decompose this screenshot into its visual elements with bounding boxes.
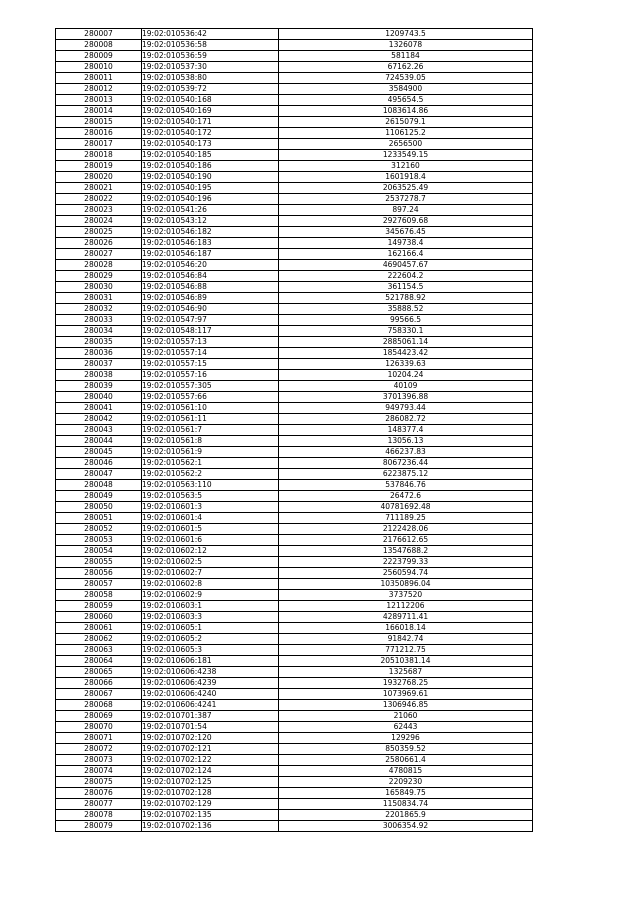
cadastral-number-cell: 19:02:010546:88 [142, 282, 279, 293]
row-number-cell: 280026 [56, 238, 142, 249]
table-row [56, 447, 533, 458]
value-cell: 495654.5 [279, 95, 533, 106]
value-cell: 521788.92 [279, 293, 533, 304]
table-row [56, 777, 533, 788]
row-number-cell: 280070 [56, 722, 142, 733]
row-number-cell: 280059 [56, 601, 142, 612]
row-number-cell: 280012 [56, 84, 142, 95]
row-number-cell: 280071 [56, 733, 142, 744]
cadastral-number-cell: 19:02:010561:11 [142, 414, 279, 425]
cadastral-number-cell: 19:02:010603:1 [142, 601, 279, 612]
table-row [56, 392, 533, 403]
cadastral-number-cell: 19:02:010543:12 [142, 216, 279, 227]
value-cell: 771212.75 [279, 645, 533, 656]
cadastral-number-cell: 19:02:010546:182 [142, 227, 279, 238]
value-cell: 6223875.12 [279, 469, 533, 480]
cadastral-number-cell: 19:02:010546:20 [142, 260, 279, 271]
value-cell: 361154.5 [279, 282, 533, 293]
cadastral-number-cell: 19:02:010539:72 [142, 84, 279, 95]
row-number-cell: 280064 [56, 656, 142, 667]
value-cell: 166018.14 [279, 623, 533, 634]
row-number-cell: 280023 [56, 205, 142, 216]
cadastral-number-cell: 19:02:010536:59 [142, 51, 279, 62]
row-number-cell: 280024 [56, 216, 142, 227]
value-cell: 1326078 [279, 40, 533, 51]
table-row [56, 810, 533, 821]
value-cell: 26472.6 [279, 491, 533, 502]
row-number-cell: 280055 [56, 557, 142, 568]
row-number-cell: 280022 [56, 194, 142, 205]
table-row [56, 689, 533, 700]
table-row [56, 425, 533, 436]
table-row [56, 469, 533, 480]
table-row [56, 227, 533, 238]
value-cell: 12112206 [279, 601, 533, 612]
table-row [56, 117, 533, 128]
cadastral-number-cell: 19:02:010548:117 [142, 326, 279, 337]
value-cell: 4780815 [279, 766, 533, 777]
cadastral-number-cell: 19:02:010561:9 [142, 447, 279, 458]
table-row [56, 590, 533, 601]
table-row [56, 821, 533, 832]
value-cell: 126339.63 [279, 359, 533, 370]
table-row [56, 205, 533, 216]
table-row [56, 161, 533, 172]
value-cell: 1150834.74 [279, 799, 533, 810]
table-row [56, 700, 533, 711]
cadastral-number-cell: 19:02:010540:168 [142, 95, 279, 106]
table-row [56, 502, 533, 513]
value-cell: 4289711.41 [279, 612, 533, 623]
value-cell: 162166.4 [279, 249, 533, 260]
value-cell: 1325687 [279, 667, 533, 678]
table-row [56, 634, 533, 645]
value-cell: 40109 [279, 381, 533, 392]
cadastral-number-cell: 19:02:010701:54 [142, 722, 279, 733]
cadastral-number-cell: 19:02:010702:121 [142, 744, 279, 755]
table-row [56, 667, 533, 678]
row-number-cell: 280020 [56, 172, 142, 183]
row-number-cell: 280013 [56, 95, 142, 106]
cadastral-number-cell: 19:02:010541:26 [142, 205, 279, 216]
cadastral-number-cell: 19:02:010702:125 [142, 777, 279, 788]
row-number-cell: 280033 [56, 315, 142, 326]
value-cell: 222604.2 [279, 271, 533, 282]
value-cell: 91842.74 [279, 634, 533, 645]
table-row [56, 722, 533, 733]
table-row [56, 348, 533, 359]
value-cell: 1854423.42 [279, 348, 533, 359]
table-row [56, 766, 533, 777]
value-cell: 2176612.65 [279, 535, 533, 546]
row-number-cell: 280057 [56, 579, 142, 590]
row-number-cell: 280047 [56, 469, 142, 480]
row-number-cell: 280048 [56, 480, 142, 491]
table-row [56, 568, 533, 579]
cadastral-number-cell: 19:02:010540:186 [142, 161, 279, 172]
value-cell: 148377.4 [279, 425, 533, 436]
data-table [55, 28, 533, 832]
cadastral-number-cell: 19:02:010540:190 [142, 172, 279, 183]
table-row [56, 656, 533, 667]
table-row [56, 238, 533, 249]
row-number-cell: 280060 [56, 612, 142, 623]
cadastral-number-cell: 19:02:010546:187 [142, 249, 279, 260]
cadastral-number-cell: 19:02:010606:181 [142, 656, 279, 667]
row-number-cell: 280041 [56, 403, 142, 414]
value-cell: 149738.4 [279, 238, 533, 249]
cadastral-number-cell: 19:02:010557:305 [142, 381, 279, 392]
row-number-cell: 280010 [56, 62, 142, 73]
value-cell: 897.24 [279, 205, 533, 216]
cadastral-number-cell: 19:02:010601:5 [142, 524, 279, 535]
value-cell: 2537278.7 [279, 194, 533, 205]
table-row [56, 260, 533, 271]
row-number-cell: 280027 [56, 249, 142, 260]
cadastral-number-cell: 19:02:010702:128 [142, 788, 279, 799]
table-row [56, 513, 533, 524]
cadastral-number-cell: 19:02:010606:4238 [142, 667, 279, 678]
row-number-cell: 280061 [56, 623, 142, 634]
value-cell: 2201865.9 [279, 810, 533, 821]
cadastral-number-cell: 19:02:010601:6 [142, 535, 279, 546]
table-row [56, 326, 533, 337]
cadastral-number-cell: 19:02:010540:172 [142, 128, 279, 139]
row-number-cell: 280062 [56, 634, 142, 645]
table-row [56, 546, 533, 557]
row-number-cell: 280065 [56, 667, 142, 678]
cadastral-number-cell: 19:02:010540:171 [142, 117, 279, 128]
value-cell: 758330.1 [279, 326, 533, 337]
table-row [56, 491, 533, 502]
cadastral-number-cell: 19:02:010546:84 [142, 271, 279, 282]
cadastral-number-cell: 19:02:010536:58 [142, 40, 279, 51]
cadastral-number-cell: 19:02:010602:7 [142, 568, 279, 579]
cadastral-number-cell: 19:02:010557:66 [142, 392, 279, 403]
cadastral-number-cell: 19:02:010536:42 [142, 29, 279, 40]
cadastral-number-cell: 19:02:010546:89 [142, 293, 279, 304]
cadastral-number-cell: 19:02:010702:129 [142, 799, 279, 810]
cadastral-number-cell: 19:02:010546:90 [142, 304, 279, 315]
value-cell: 2656500 [279, 139, 533, 150]
cadastral-number-cell: 19:02:010562:2 [142, 469, 279, 480]
table-row [56, 62, 533, 73]
row-number-cell: 280073 [56, 755, 142, 766]
value-cell: 3701396.88 [279, 392, 533, 403]
value-cell: 2580661.4 [279, 755, 533, 766]
table-row [56, 51, 533, 62]
value-cell: 2927609.68 [279, 216, 533, 227]
cadastral-number-cell: 19:02:010540:196 [142, 194, 279, 205]
cadastral-number-cell: 19:02:010702:136 [142, 821, 279, 832]
value-cell: 10350896.04 [279, 579, 533, 590]
table-row [56, 623, 533, 634]
row-number-cell: 280044 [56, 436, 142, 447]
value-cell: 1083614.86 [279, 106, 533, 117]
value-cell: 20510381.14 [279, 656, 533, 667]
value-cell: 466237.83 [279, 447, 533, 458]
table-row [56, 315, 533, 326]
cadastral-number-cell: 19:02:010557:13 [142, 337, 279, 348]
row-number-cell: 280056 [56, 568, 142, 579]
row-number-cell: 280076 [56, 788, 142, 799]
row-number-cell: 280058 [56, 590, 142, 601]
row-number-cell: 280054 [56, 546, 142, 557]
value-cell: 2063525.49 [279, 183, 533, 194]
value-cell: 1209743.5 [279, 29, 533, 40]
value-cell: 3584900 [279, 84, 533, 95]
row-number-cell: 280069 [56, 711, 142, 722]
row-number-cell: 280025 [56, 227, 142, 238]
row-number-cell: 280039 [56, 381, 142, 392]
cadastral-number-cell: 19:02:010537:30 [142, 62, 279, 73]
table-row [56, 744, 533, 755]
value-cell: 2122428.06 [279, 524, 533, 535]
table-row [56, 282, 533, 293]
value-cell: 1601918.4 [279, 172, 533, 183]
table-row [56, 403, 533, 414]
cadastral-number-cell: 19:02:010606:4241 [142, 700, 279, 711]
row-number-cell: 280032 [56, 304, 142, 315]
table-row [56, 381, 533, 392]
table-row [56, 733, 533, 744]
table-row [56, 29, 533, 40]
row-number-cell: 280051 [56, 513, 142, 524]
value-cell: 165849.75 [279, 788, 533, 799]
cadastral-number-cell: 19:02:010561:8 [142, 436, 279, 447]
cadastral-number-cell: 19:02:010540:195 [142, 183, 279, 194]
row-number-cell: 280072 [56, 744, 142, 755]
cadastral-number-cell: 19:02:010602:12 [142, 546, 279, 557]
table-row [56, 711, 533, 722]
row-number-cell: 280067 [56, 689, 142, 700]
row-number-cell: 280043 [56, 425, 142, 436]
value-cell: 1932768.25 [279, 678, 533, 689]
table-row [56, 458, 533, 469]
cadastral-number-cell: 19:02:010601:3 [142, 502, 279, 513]
table-row [56, 40, 533, 51]
row-number-cell: 280045 [56, 447, 142, 458]
cadastral-number-cell: 19:02:010701:387 [142, 711, 279, 722]
table-body [56, 29, 533, 832]
cadastral-number-cell: 19:02:010561:10 [142, 403, 279, 414]
table-row [56, 271, 533, 282]
table-row [56, 139, 533, 150]
cadastral-number-cell: 19:02:010702:120 [142, 733, 279, 744]
cadastral-number-cell: 19:02:010702:124 [142, 766, 279, 777]
row-number-cell: 280019 [56, 161, 142, 172]
value-cell: 2223799.33 [279, 557, 533, 568]
row-number-cell: 280038 [56, 370, 142, 381]
value-cell: 129296 [279, 733, 533, 744]
cadastral-number-cell: 19:02:010540:185 [142, 150, 279, 161]
value-cell: 312160 [279, 161, 533, 172]
cadastral-number-cell: 19:02:010561:7 [142, 425, 279, 436]
value-cell: 581184 [279, 51, 533, 62]
row-number-cell: 280030 [56, 282, 142, 293]
table-row [56, 73, 533, 84]
cadastral-number-cell: 19:02:010557:14 [142, 348, 279, 359]
row-number-cell: 280075 [56, 777, 142, 788]
cadastral-number-cell: 19:02:010557:16 [142, 370, 279, 381]
value-cell: 949793.44 [279, 403, 533, 414]
table-row [56, 579, 533, 590]
cadastral-number-cell: 19:02:010602:9 [142, 590, 279, 601]
table-row [56, 194, 533, 205]
value-cell: 1306946.85 [279, 700, 533, 711]
cadastral-number-cell: 19:02:010563:5 [142, 491, 279, 502]
table-row [56, 524, 533, 535]
table-row [56, 799, 533, 810]
row-number-cell: 280016 [56, 128, 142, 139]
value-cell: 2885061.14 [279, 337, 533, 348]
row-number-cell: 280049 [56, 491, 142, 502]
value-cell: 13056.13 [279, 436, 533, 447]
row-number-cell: 280050 [56, 502, 142, 513]
row-number-cell: 280078 [56, 810, 142, 821]
row-number-cell: 280074 [56, 766, 142, 777]
table-row [56, 557, 533, 568]
row-number-cell: 280068 [56, 700, 142, 711]
row-number-cell: 280007 [56, 29, 142, 40]
cadastral-number-cell: 19:02:010601:4 [142, 513, 279, 524]
table-row [56, 84, 533, 95]
cadastral-number-cell: 19:02:010602:8 [142, 579, 279, 590]
table-row [56, 216, 533, 227]
cadastral-number-cell: 19:02:010702:135 [142, 810, 279, 821]
row-number-cell: 280014 [56, 106, 142, 117]
row-number-cell: 280017 [56, 139, 142, 150]
table-row [56, 106, 533, 117]
cadastral-number-cell: 19:02:010538:80 [142, 73, 279, 84]
cadastral-number-cell: 19:02:010563:110 [142, 480, 279, 491]
cadastral-number-cell: 19:02:010602:5 [142, 557, 279, 568]
table-row [56, 95, 533, 106]
value-cell: 2615079.1 [279, 117, 533, 128]
value-cell: 2560594.74 [279, 568, 533, 579]
value-cell: 3737520 [279, 590, 533, 601]
value-cell: 67162.26 [279, 62, 533, 73]
table-row [56, 788, 533, 799]
value-cell: 99566.5 [279, 315, 533, 326]
cadastral-number-cell: 19:02:010540:169 [142, 106, 279, 117]
value-cell: 2209230 [279, 777, 533, 788]
table-row [56, 337, 533, 348]
cadastral-number-cell: 19:02:010557:15 [142, 359, 279, 370]
value-cell: 13547688.2 [279, 546, 533, 557]
cadastral-number-cell: 19:02:010605:1 [142, 623, 279, 634]
row-number-cell: 280046 [56, 458, 142, 469]
row-number-cell: 280042 [56, 414, 142, 425]
value-cell: 62443 [279, 722, 533, 733]
cadastral-number-cell: 19:02:010540:173 [142, 139, 279, 150]
row-number-cell: 280029 [56, 271, 142, 282]
table-row [56, 150, 533, 161]
table-row [56, 128, 533, 139]
value-cell: 345676.45 [279, 227, 533, 238]
table-row [56, 601, 533, 612]
value-cell: 8067236.44 [279, 458, 533, 469]
row-number-cell: 280034 [56, 326, 142, 337]
row-number-cell: 280079 [56, 821, 142, 832]
table-row [56, 293, 533, 304]
row-number-cell: 280021 [56, 183, 142, 194]
cadastral-number-cell: 19:02:010606:4239 [142, 678, 279, 689]
table-row [56, 480, 533, 491]
row-number-cell: 280028 [56, 260, 142, 271]
value-cell: 3006354.92 [279, 821, 533, 832]
row-number-cell: 280011 [56, 73, 142, 84]
value-cell: 850359.52 [279, 744, 533, 755]
value-cell: 10204.24 [279, 370, 533, 381]
table-row [56, 359, 533, 370]
cadastral-number-cell: 19:02:010562:1 [142, 458, 279, 469]
row-number-cell: 280035 [56, 337, 142, 348]
table-row [56, 414, 533, 425]
table-row [56, 183, 533, 194]
row-number-cell: 280077 [56, 799, 142, 810]
table-row [56, 249, 533, 260]
value-cell: 1233549.15 [279, 150, 533, 161]
row-number-cell: 280018 [56, 150, 142, 161]
value-cell: 537846.76 [279, 480, 533, 491]
row-number-cell: 280063 [56, 645, 142, 656]
value-cell: 724539.05 [279, 73, 533, 84]
value-cell: 21060 [279, 711, 533, 722]
cadastral-number-cell: 19:02:010605:2 [142, 634, 279, 645]
table-row [56, 370, 533, 381]
row-number-cell: 280015 [56, 117, 142, 128]
row-number-cell: 280036 [56, 348, 142, 359]
table-row [56, 172, 533, 183]
cadastral-number-cell: 19:02:010702:122 [142, 755, 279, 766]
table-row [56, 612, 533, 623]
value-cell: 40781692.48 [279, 502, 533, 513]
table-row [56, 304, 533, 315]
cadastral-number-cell: 19:02:010605:3 [142, 645, 279, 656]
row-number-cell: 280040 [56, 392, 142, 403]
value-cell: 35888.52 [279, 304, 533, 315]
value-cell: 1073969.61 [279, 689, 533, 700]
row-number-cell: 280053 [56, 535, 142, 546]
table-row [56, 755, 533, 766]
row-number-cell: 280052 [56, 524, 142, 535]
cadastral-number-cell: 19:02:010606:4240 [142, 689, 279, 700]
cadastral-number-cell: 19:02:010603:3 [142, 612, 279, 623]
row-number-cell: 280066 [56, 678, 142, 689]
row-number-cell: 280008 [56, 40, 142, 51]
row-number-cell: 280031 [56, 293, 142, 304]
value-cell: 286082.72 [279, 414, 533, 425]
row-number-cell: 280009 [56, 51, 142, 62]
value-cell: 1106125.2 [279, 128, 533, 139]
row-number-cell: 280037 [56, 359, 142, 370]
value-cell: 4690457.67 [279, 260, 533, 271]
cadastral-number-cell: 19:02:010546:183 [142, 238, 279, 249]
table-row [56, 678, 533, 689]
table-row [56, 436, 533, 447]
value-cell: 711189.25 [279, 513, 533, 524]
cadastral-number-cell: 19:02:010547:97 [142, 315, 279, 326]
table-row [56, 535, 533, 546]
table-row [56, 645, 533, 656]
